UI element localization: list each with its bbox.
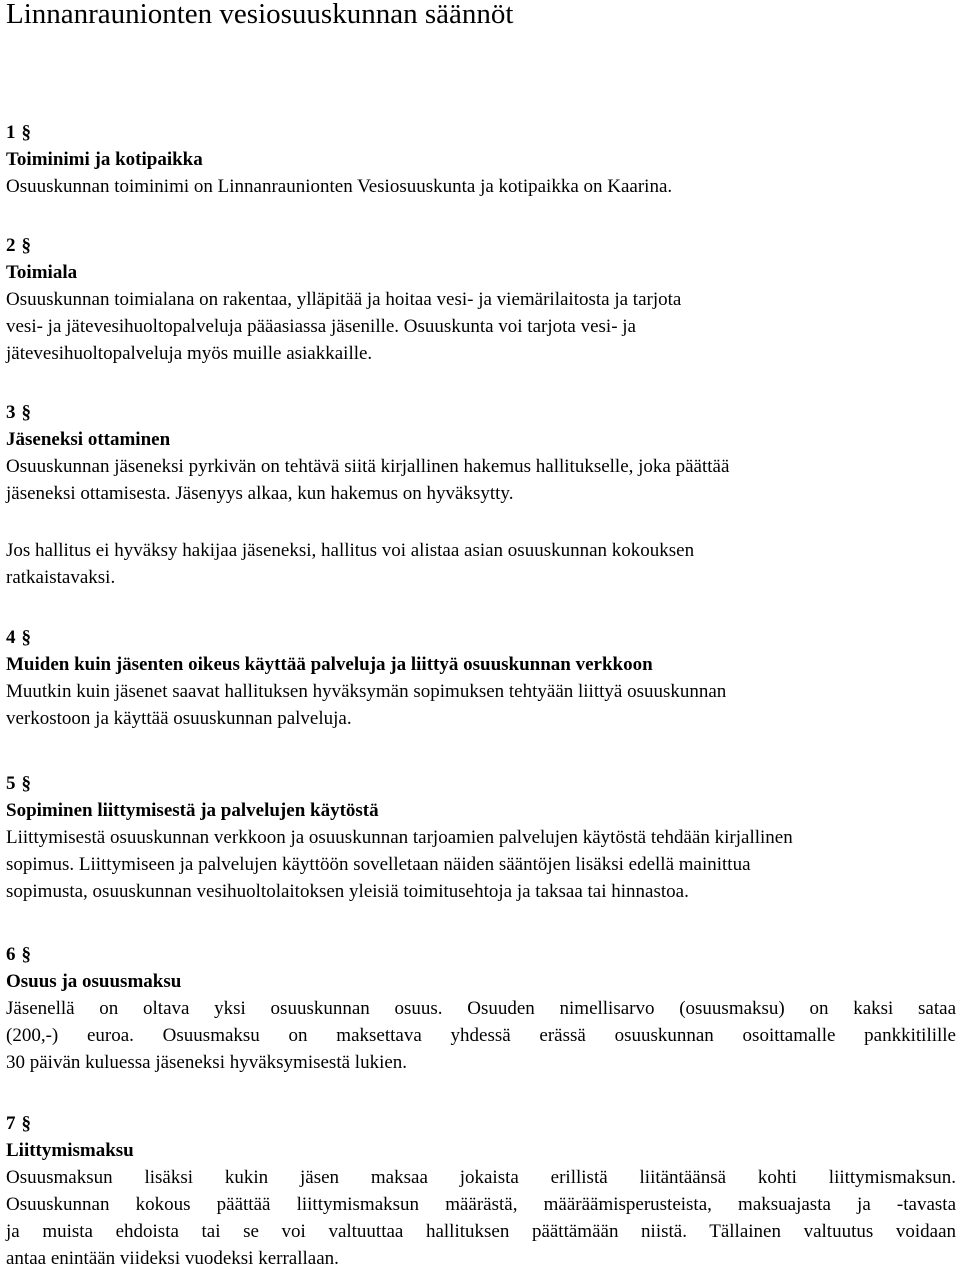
section-heading: Osuus ja osuusmaksu	[6, 971, 182, 992]
section-heading: Toiminimi ja kotipaikka	[6, 149, 203, 170]
section-number-value: 6	[6, 944, 16, 965]
section-symbol: §	[21, 235, 31, 256]
section-paragraph	[6, 286, 956, 367]
section-paragraph	[6, 453, 956, 507]
section-4	[6, 624, 956, 732]
section-paragraph	[6, 537, 956, 591]
section-number	[6, 399, 956, 426]
paragraph-line: vesi- ja jätevesihuoltopalveluja pääasiassa jäsenille. Osuuskunta voi tarjota vesi- ja	[6, 316, 636, 337]
section-1	[6, 119, 956, 200]
section-symbol: §	[21, 944, 31, 965]
section-symbol: §	[21, 122, 31, 143]
paragraph-line: verkostoon ja käyttää osuuskunnan palveluja.	[6, 708, 352, 729]
section-symbol: §	[21, 627, 31, 648]
paragraph-line: Osuuskunnan toimialana on rakentaa, ylläpitää ja hoitaa vesi- ja viemärilaitosta ja tarjota	[6, 289, 682, 310]
section-number	[6, 1110, 956, 1137]
section-number-value: 3	[6, 402, 16, 423]
paragraph-line: Osuusmaksun lisäksi kukin jäsen maksaa jokaista erillistä liitäntäänsä kohti liittymismaksun.	[6, 1167, 956, 1188]
paragraph-line: Liittymisestä osuuskunnan verkkoon ja osuuskunnan tarjoamien palvelujen käytöstä tehdään kirjallinen	[6, 827, 793, 848]
section-number-value: 5	[6, 773, 16, 794]
section-heading: Muiden kuin jäsenten oikeus käyttää palveluja ja liittyä osuuskunnan verkkoon	[6, 654, 653, 675]
paragraph-line: sopimus. Liittymiseen ja palvelujen käyttöön sovelletaan näiden sääntöjen lisäksi edellä mainittua	[6, 854, 751, 875]
section-number	[6, 941, 956, 968]
paragraph-line: 30 päivän kuluessa jäseneksi hyväksymisestä lukien.	[6, 1052, 408, 1073]
paragraph-line: Osuuskunnan toiminimi on Linnanraunionten Vesiosuuskunta ja kotipaikka on Kaarina.	[6, 176, 673, 197]
section-number	[6, 119, 956, 146]
section-heading: Sopiminen liittymisestä ja palvelujen käytöstä	[6, 800, 379, 821]
document-title: Linnanraunionten vesiosuuskunnan säännöt	[6, 0, 514, 30]
paragraph-line: (200,-) euroa. Osuusmaksu on maksettava yhdessä erässä osuuskunnan osoittamalle pankkitilille	[6, 1025, 956, 1046]
section-7	[6, 1110, 956, 1272]
paragraph-line: jäseneksi ottamisesta. Jäsenyys alkaa, kun hakemus on hyväksytty.	[6, 483, 514, 504]
section-paragraph	[6, 995, 956, 1076]
section-6	[6, 941, 956, 1076]
paragraph-line: jätevesihuoltopalveluja myös muille asiakkaille.	[6, 343, 373, 364]
section-number-value: 1	[6, 122, 16, 143]
paragraph-line: Osuuskunnan kokous päättää liittymismaksun määrästä, määräämisperusteista, maksuajasta ja -tavasta	[6, 1194, 956, 1215]
paragraph-line: Osuuskunnan jäseneksi pyrkivän on tehtävä siitä kirjallinen hakemus hallitukselle, joka päättää	[6, 456, 730, 477]
section-number	[6, 770, 956, 797]
section-2	[6, 232, 956, 367]
section-number	[6, 624, 956, 651]
section-3	[6, 399, 956, 591]
section-paragraph	[6, 824, 956, 905]
paragraph-line: Jos hallitus ei hyväksy hakijaa jäseneksi, hallitus voi alistaa asian osuuskunnan kokouksen	[6, 540, 695, 561]
section-symbol: §	[21, 1113, 31, 1134]
paragraph-line: ja muista ehdoista tai se voi valtuuttaa hallituksen päättämään niistä. Tällainen valtuutus voidaan	[6, 1221, 956, 1242]
paragraph-line: Jäsenellä on oltava yksi osuuskunnan osuus. Osuuden nimellisarvo (osuusmaksu) on kaksi sataa	[6, 998, 956, 1019]
section-number-value: 2	[6, 235, 16, 256]
section-heading: Jäseneksi ottaminen	[6, 429, 171, 450]
section-paragraph	[6, 1164, 956, 1272]
section-heading: Liittymismaksu	[6, 1140, 134, 1161]
section-5	[6, 770, 956, 905]
section-paragraph	[6, 173, 956, 200]
section-number	[6, 232, 956, 259]
section-number-value: 7	[6, 1113, 16, 1134]
paragraph-line: antaa enintään viideksi vuodeksi kerrallaan.	[6, 1248, 339, 1269]
section-symbol: §	[21, 402, 31, 423]
paragraph-line: ratkaistavaksi.	[6, 567, 116, 588]
section-heading: Toimiala	[6, 262, 78, 283]
section-symbol: §	[21, 773, 31, 794]
section-paragraph	[6, 678, 956, 732]
section-number-value: 4	[6, 627, 16, 648]
paragraph-line: sopimusta, osuuskunnan vesihuoltolaitoksen yleisiä toimitusehtoja ja taksaa tai hinnastoa.	[6, 881, 689, 902]
paragraph-line: Muutkin kuin jäsenet saavat hallituksen hyväksymän sopimuksen tehtyään liittyä osuuskunnan	[6, 681, 727, 702]
